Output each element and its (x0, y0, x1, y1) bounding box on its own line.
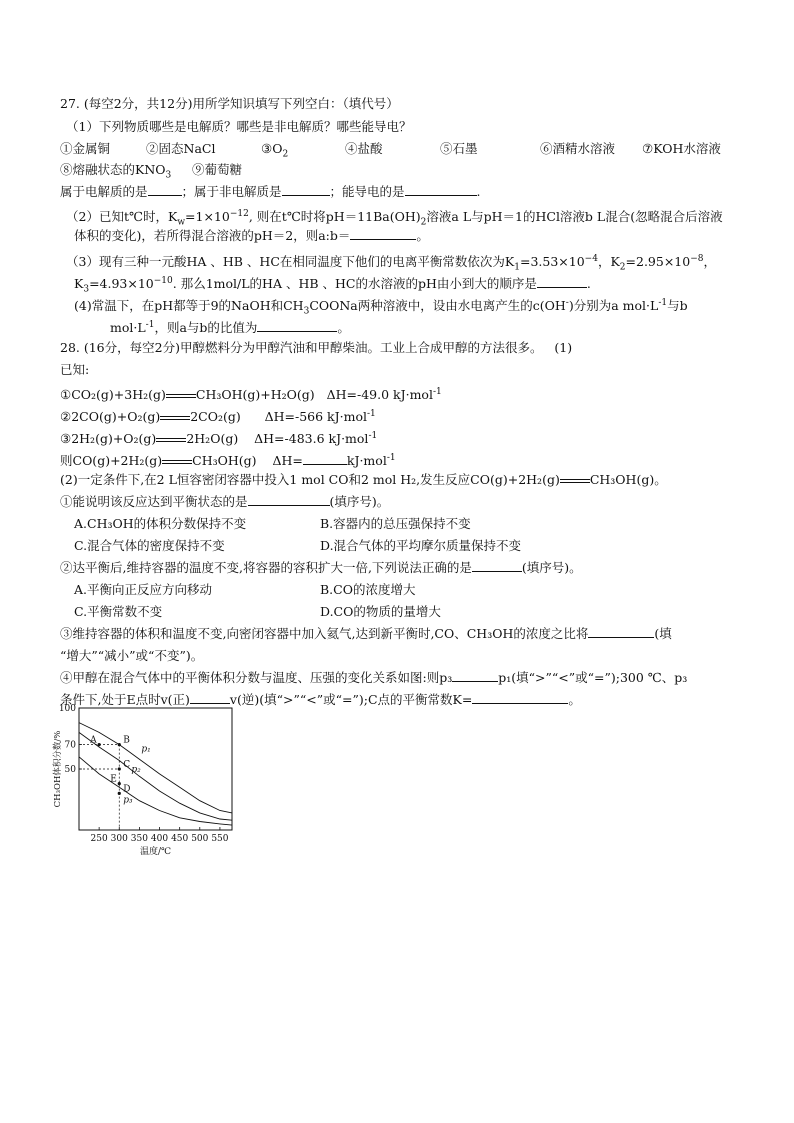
answer-blank[interactable] (472, 559, 522, 572)
material-item: ④盐酸 (345, 141, 383, 156)
plot-frame (79, 708, 232, 830)
series-line-3 (79, 757, 232, 825)
q27-answer-line: 属于电解质的是 ；属于非电解质是 ；能导电的是 . (60, 184, 481, 199)
option-c: C.混合气体的密度保持不变 (74, 538, 225, 553)
material-item: ⑦KOH水溶液 (642, 141, 721, 156)
point-label: A (90, 735, 97, 746)
point-marker (118, 743, 121, 746)
material-item: ⑥酒精水溶液 (540, 141, 616, 156)
q27-title: 27. (每空2分，共12分)用所学知识填写下列空白：（填代号） (60, 96, 399, 111)
series-label: p₃ (123, 795, 133, 806)
answer-blank[interactable] (405, 183, 477, 196)
answer-blank[interactable] (588, 625, 654, 638)
point-marker (98, 743, 101, 746)
q28-title: 28. (16分，每空2分)甲醇燃料分为甲醇汽油和甲醇柴油。工业上合成甲醇的方法很多。 (1) (60, 340, 573, 355)
point-marker (118, 767, 121, 770)
answer-blank[interactable] (350, 227, 416, 240)
equation-4: 则CO(g)+2H₂(g) CH₃OH(g) ΔH= kJ·mol$^{-1}$ (60, 453, 396, 469)
option-d: D.CO的物质的量增大 (320, 604, 441, 619)
point-label: C (123, 760, 131, 770)
q28-sub1: ①能说明该反应达到平衡状态的是 (填序号)。 (60, 494, 390, 509)
material-item: $③O_2$ (261, 141, 289, 160)
equation-1: ①CO₂(g)+3H₂(g) CH₃OH(g)+H₂O(g) ΔH=-49.0 kJ·mol$^{-1}$ (60, 387, 442, 403)
y-tick-label: 50 (64, 765, 76, 775)
q28-sub4-line2: 条件下,处于E点时v(正) v(逆)(填“>”“<”或“=”);C点的平衡常数K= 。 (60, 692, 581, 707)
material-item: ⑨葡萄糖 (192, 162, 243, 177)
q28-sub2: ②达平衡后,维持容器的温度不变,将容器的容积扩大一倍,下列说法正确的是 (填序号)。 (60, 560, 582, 575)
option-c: C.平衡常数不变 (74, 604, 163, 619)
q27-part2-line1: （2）已知t℃时，$K_w=1\times 10^{-12}$, 则在t℃时将$pH=11Ba(OH)_2$溶液a L与pH＝1的HCl溶液b L混合(忽略混合后溶液 (66, 209, 723, 228)
option-b: B.容器内的总压强保持不变 (320, 516, 471, 531)
methanol-fraction-chart (52, 703, 242, 863)
x-tick-label: 250 (90, 834, 108, 844)
series-line-1 (79, 723, 232, 813)
x-tick-label: 350 (130, 834, 148, 844)
y-axis-label: CH₃OH体积分数/% (53, 730, 63, 808)
q27-part2-line2: 体积的变化)，若所得混合溶液的pH＝2，则a:b＝ 。 (74, 228, 429, 243)
answer-blank[interactable] (537, 275, 587, 288)
answer-blank[interactable] (472, 691, 568, 704)
q27-part3-line2: $K_3=4.93\times 10^{-10}$. 那么1mol/L的HA 、HB 、HC的水溶液的pH由小到大的顺序是 . (74, 276, 591, 295)
x-tick-label: 300 (110, 834, 128, 844)
option-b: B.CO的浓度增大 (320, 582, 416, 597)
option-a: A.CH₃OH的体积分数保持不变 (74, 516, 247, 531)
answer-blank[interactable] (452, 669, 498, 682)
x-axis-label: 温度/℃ (139, 847, 172, 857)
point-marker (118, 792, 121, 795)
equilibrium-arrow-icon (166, 392, 196, 400)
material-item: ①金属铜 (60, 141, 111, 156)
y-tick-label: 100 (58, 704, 76, 714)
answer-blank[interactable] (248, 493, 330, 506)
q27-part3-line1: （3）现有三种一元酸HA 、HB 、HC在相同温度下他们的电离平衡常数依次为$K_1=3.53\times 10^{-4}$，$K_2=2.95\times 10^{-8}$， (66, 254, 716, 273)
point-label: B (123, 735, 130, 746)
y-tick-label: 70 (64, 740, 76, 751)
q28-sub4: ④甲醇在混合气体中的平衡体积分数与温度、压强的变化关系如图:则p₃ p₁(填“>”“<”或“=”);300 ℃、p₃ (60, 670, 688, 685)
equilibrium-arrow-icon (160, 414, 190, 422)
answer-blank[interactable] (257, 319, 337, 332)
q28-known: 已知: (60, 362, 90, 377)
material-item: ⑤石墨 (440, 141, 478, 156)
q27-part1-question: （1）下列物质哪些是电解质？哪些是非电解质？哪些能导电？ (66, 119, 412, 134)
option-a: A.平衡向正反应方向移动 (74, 582, 213, 597)
material-item: ⑧熔融状态的$KNO_3$ (60, 162, 172, 181)
option-d: D.混合气体的平均摩尔质量保持不变 (320, 538, 522, 553)
material-item: ②固态NaCl (146, 141, 216, 156)
equilibrium-arrow-icon (156, 436, 186, 444)
x-tick-label: 400 (150, 834, 169, 844)
q27-part4-line1: (4)常温下，在pH都等于9的NaOH和$CH_3COONa$两种溶液中，设由水电离产生的c(OH-)分别为a $mol\cdot L^{-1}$与b (74, 298, 688, 317)
q28-part2-intro: (2)一定条件下,在2 L恒容密闭容器中投入1 mol CO和2 mol H₂,发生反应CO(g)+2H₂(g) CH₃OH(g)。 (60, 472, 667, 487)
equation-3: ③2H₂(g)+O₂(g) 2H₂O(g) ΔH=-483.6 kJ·mol$^{-1}$ (60, 431, 378, 447)
answer-blank[interactable] (148, 183, 182, 196)
q28-sub3: ③维持容器的体积和温度不变,向密闭容器中加入氦气,达到新平衡时,CO、CH₃OH的浓度之比将 (填 (60, 626, 672, 641)
q28-sub3-line2: “增大”“减小”或“不变”)。 (60, 648, 204, 663)
answer-blank[interactable] (303, 452, 347, 465)
q27-part4-line2: $mol\cdot L^{-1}$，则a与b的比值为 。 (110, 320, 350, 336)
point-label: D (123, 784, 131, 795)
x-tick-label: 550 (211, 834, 229, 844)
equilibrium-arrow-icon (560, 477, 590, 485)
series-label: p₂ (131, 765, 141, 776)
equation-2: ②2CO(g)+O₂(g) 2CO₂(g) ΔH=-566 kJ·mol$^{-1}$ (60, 409, 376, 425)
equilibrium-arrow-icon (162, 458, 192, 466)
point-label: E (110, 774, 117, 785)
x-tick-label: 450 (171, 834, 189, 844)
point-marker (118, 782, 121, 785)
answer-blank[interactable] (282, 183, 330, 196)
series-label: p₁ (141, 744, 151, 755)
x-tick-label: 500 (191, 834, 209, 844)
